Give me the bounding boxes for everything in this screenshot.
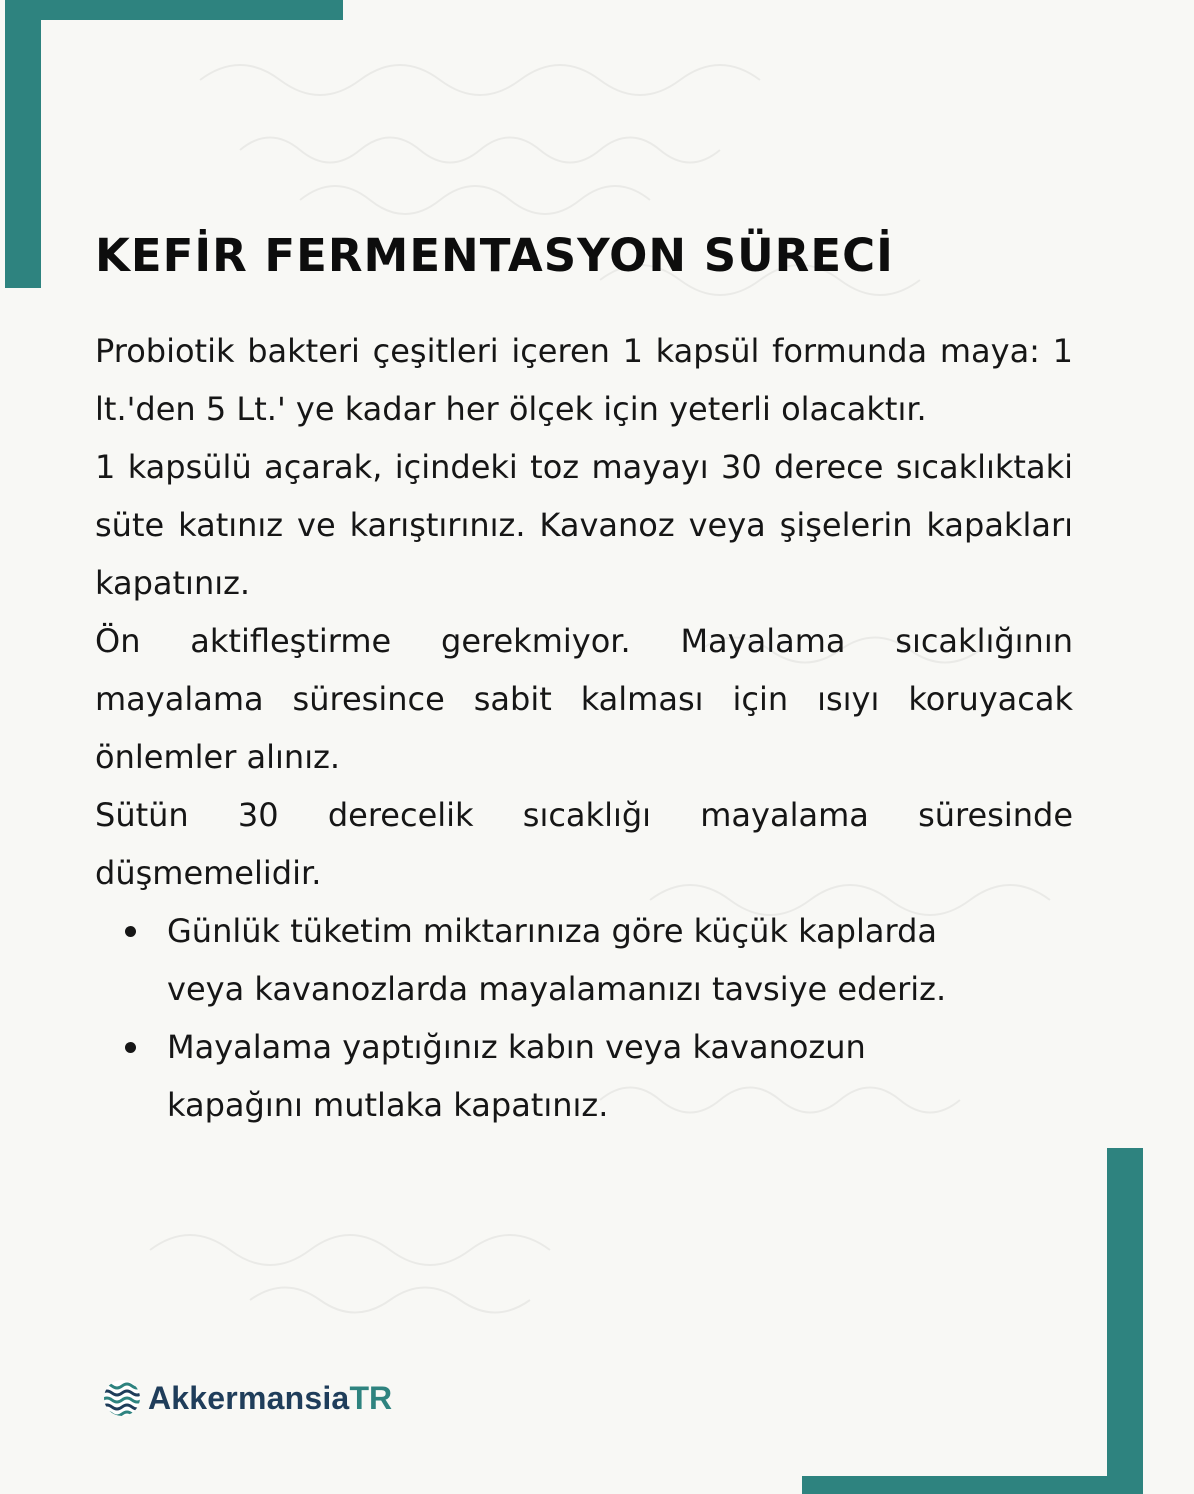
page-title: KEFİR FERMENTASYON SÜRECİ [95,229,894,282]
brand-name: Akkermansia [148,1379,350,1416]
frame-bottom-right-vertical [1107,1148,1143,1494]
paragraph-instructions: 1 kapsülü açarak, içindeki toz mayayı 30 derece sıcaklıktaki süte katınız ve karıştırınız. Kavanoz veya şişelerin kapakları kapatınız. [95,448,1073,602]
brand-logo [102,1376,392,1420]
content-body [95,322,1073,1134]
paragraph-temperature: Sütün 30 derecelik sıcaklığı mayalama süresinde düşmemelidir. [95,796,1073,892]
paragraph-activation: Ön aktifleştirme gerekmiyor. Mayalama sıcaklığının mayalama süresince sabit kalması için ısıyı koruyacak önlemler alınız. [95,622,1073,776]
list-item: Günlük tüketim miktarınıza göre küçük kaplarda veya kavanozlarda mayalamanızı tavsiye ederiz. [167,902,947,1018]
wave-globe-icon [102,1378,142,1418]
list-item: Mayalama yaptığınız kabın veya kavanozun kapağını mutlaka kapatınız. [167,1018,947,1134]
frame-bottom-right-horizontal [802,1476,1143,1494]
frame-top-left-vertical [5,0,41,288]
frame-top-left-horizontal [5,0,343,20]
brand-suffix: TR [349,1379,393,1416]
tips-list [95,902,947,1134]
paragraph-capsule: Probiotik bakteri çeşitleri içeren 1 kapsül formunda maya: 1 lt.'den 5 Lt.' ye kadar her ölçek için yeterli olacaktır. [95,332,1073,428]
